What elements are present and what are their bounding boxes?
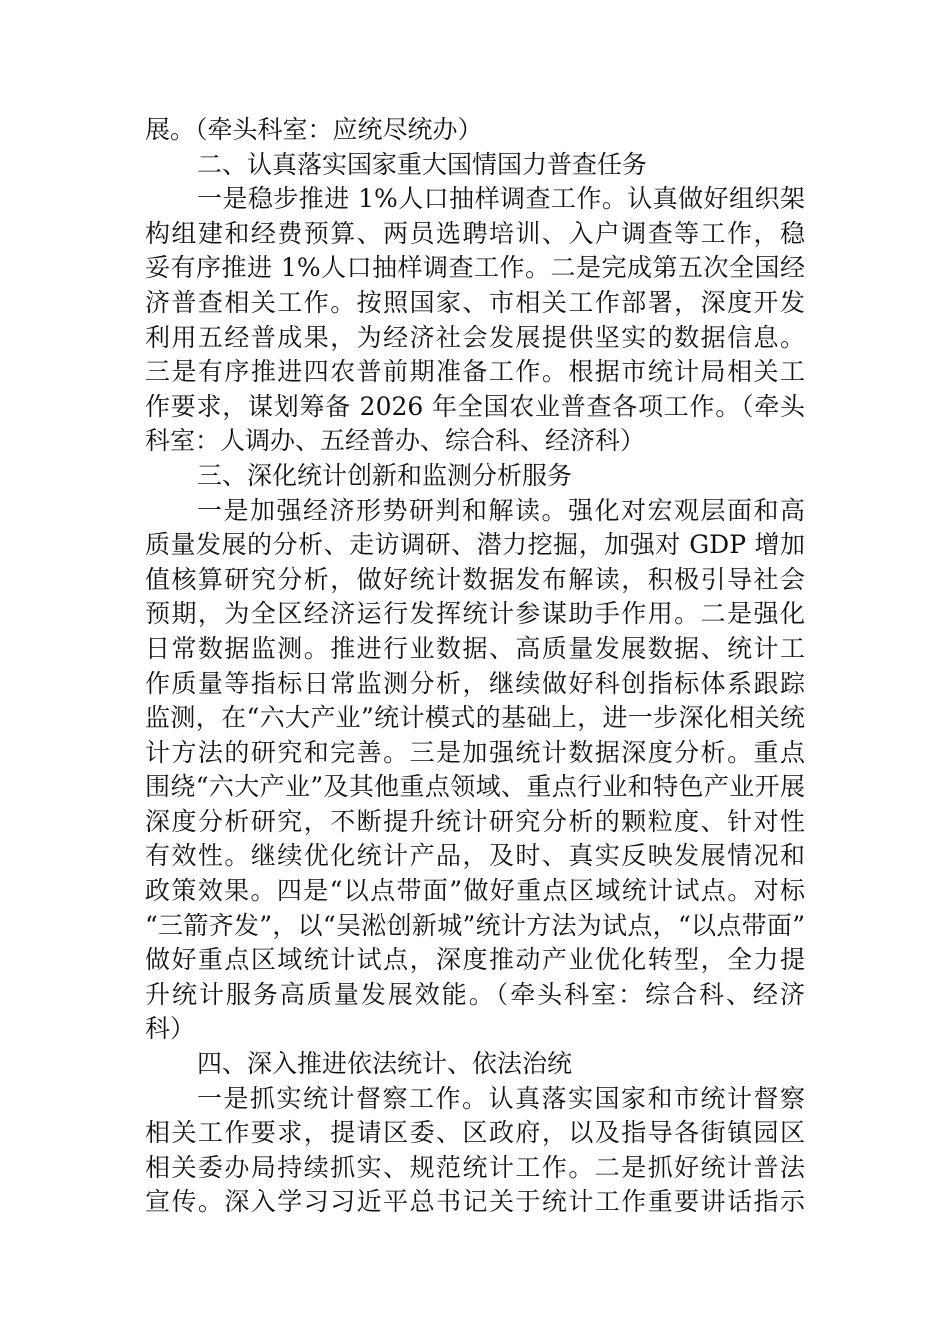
document-line: 妥有序推进 1%人口抽样调查工作。二是完成第五次全国经 <box>145 253 805 283</box>
document-line: 监测，在“六大产业”统计模式的基础上，进一步深化相关统 <box>145 703 805 733</box>
document-line: 有效性。继续优化统计产品，及时、真实反映发展情况和 <box>145 841 805 871</box>
document-line: 展。（牵头科室：应统尽统办） <box>145 115 483 144</box>
document-line: 三是有序推进四农普前期准备工作。根据市统计局相关工 <box>145 357 805 387</box>
document-line: “三箭齐发”，以“吴淞创新城”统计方法为试点，“以点带面” <box>145 910 805 940</box>
document-line: 做好重点区域统计试点，深度推动产业优化转型，全力提 <box>145 945 805 975</box>
document-line: 日常数据监测。推进行业数据、高质量发展数据、统计工 <box>145 633 805 663</box>
document-line: 相关工作要求，提请区委、区政府，以及指导各街镇园区 <box>145 1118 805 1148</box>
document-line: 预期，为全区经济运行发挥统计参谋助手作用。二是强化 <box>145 599 805 629</box>
document-line: 相关委办局持续抓实、规范统计工作。二是抓好统计普法 <box>145 1152 805 1182</box>
document-line: 质量发展的分析、走访调研、潜力挖掘，加强对 GDP 增加 <box>145 530 805 560</box>
document-line: 科室：人调办、五经普办、综合科、经济科） <box>145 426 646 456</box>
document-line: 深度分析研究，不断提升统计研究分析的颗粒度、针对性 <box>145 806 805 836</box>
document-line: 一是抓实统计督察工作。认真落实国家和市统计督察 <box>197 1083 805 1113</box>
document-line: 济普查相关工作。按照国家、市相关工作部署，深度开发 <box>145 287 805 317</box>
document-line: 一是稳步推进 1%人口抽样调查工作。认真做好组织架 <box>197 184 805 214</box>
document-body <box>145 113 825 1220</box>
document-line: 科） <box>145 1014 196 1044</box>
document-line: 值核算研究分析，做好统计数据发布解读，积极引导社会 <box>145 564 805 594</box>
document-line: 一是加强经济形势研判和解读。强化对宏观层面和高 <box>197 495 805 525</box>
document-line: 四、深入推进依法统计、依法治统 <box>197 1049 573 1079</box>
document-line: 利用五经普成果，为经济社会发展提供坚实的数据信息。 <box>145 322 805 352</box>
document-line: 作质量等指标日常监测分析，继续做好科创指标体系跟踪 <box>145 668 805 698</box>
document-line: 二、认真落实国家重大国情国力普查任务 <box>197 149 648 179</box>
document-line: 构组建和经费预算、两员选聘培训、入户调查等工作，稳 <box>145 218 805 248</box>
document-line: 三、深化统计创新和监测分析服务 <box>197 460 573 490</box>
document-line: 作要求，谋划筹备 2026 年全国农业普查各项工作。（牵头 <box>145 391 805 421</box>
document-line: 升统计服务高质量发展效能。（牵头科室：综合科、经济 <box>145 979 805 1009</box>
document-line: 政策效果。四是“以点带面”做好重点区域统计试点。对标 <box>145 876 805 906</box>
document-line: 围绕“六大产业”及其他重点领域、重点行业和特色产业开展 <box>145 772 805 802</box>
document-line: 宣传。深入学习习近平总书记关于统计工作重要讲话指示 <box>145 1187 805 1217</box>
document-line: 计方法的研究和完善。三是加强统计数据深度分析。重点 <box>145 737 805 767</box>
